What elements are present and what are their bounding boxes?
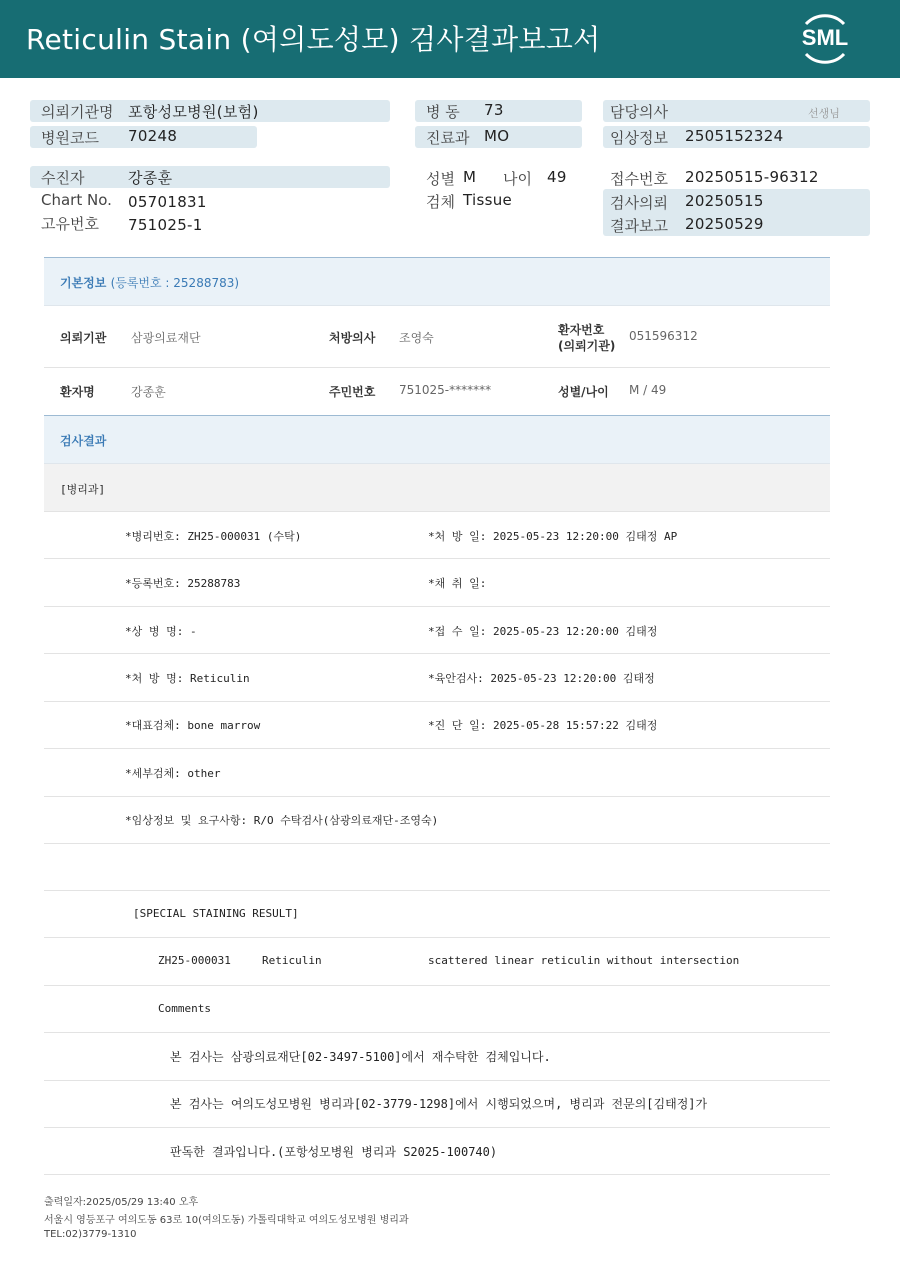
result-row-right: *접 수 일: 2025-05-23 12:20:00 김태정	[428, 625, 658, 638]
sml-logo	[794, 10, 856, 68]
pid-label-1: 환자번호	[558, 323, 605, 337]
request-value: 20250515	[685, 192, 764, 210]
report-header	[0, 0, 900, 78]
chart-label: Chart No.	[41, 191, 112, 209]
result-divider	[44, 653, 830, 654]
inst-value: 삼광의료재단	[131, 331, 201, 345]
results-title: 검사결과	[60, 434, 107, 448]
footer-address: 서울시 영등포구 여의도동 63로 10(여의도동) 가톨릭대학교 여의도성모병원 병리과	[44, 1215, 409, 1226]
clinical-value: 2505152324	[685, 127, 784, 145]
specimen-value: Tissue	[463, 191, 513, 209]
result-divider	[44, 606, 830, 607]
rrn-label: 주민번호	[329, 385, 376, 399]
result-divider	[44, 1080, 830, 1081]
special-result: scattered linear reticulin without intersection	[428, 954, 740, 967]
result-divider	[44, 701, 830, 702]
basic-info-divider	[44, 367, 830, 368]
dept-value: MO	[484, 127, 510, 145]
presc-value: 조영숙	[399, 331, 434, 345]
sex-label: 성별	[426, 170, 455, 188]
results-header	[44, 415, 830, 464]
result-divider	[44, 558, 830, 559]
logo-text: SML	[801, 25, 849, 50]
specimen-label: 검체	[426, 193, 455, 211]
patient-value: 강종훈	[128, 169, 173, 187]
result-row-left: *대표검체: bone marrow	[125, 719, 261, 732]
age-value: 49	[547, 168, 567, 186]
doctor-suffix: 선생님	[808, 107, 840, 120]
report-title: Reticulin Stain (여의도성모) 검사결과보고서	[26, 23, 601, 56]
name-label: 환자명	[60, 385, 95, 399]
report-value: 20250529	[685, 215, 764, 233]
result-divider	[44, 890, 830, 891]
result-divider	[44, 985, 830, 986]
inst-label: 의뢰기관	[60, 331, 107, 345]
chart-value: 05701831	[128, 193, 207, 211]
result-row-left: *등록번호: 25288783	[125, 577, 241, 590]
request-label: 검사의뢰	[610, 194, 668, 212]
result-row-left: *병리번호: ZH25-000031 (수탁)	[125, 530, 302, 543]
comment-line-1: 본 검사는 삼광의료재단[02-3497-5100]에서 재수탁한 검체입니다.	[170, 1050, 551, 1064]
basic-info-header	[44, 257, 830, 306]
basic-info-title	[60, 274, 239, 291]
age-label: 나이	[503, 170, 532, 188]
footer-tel: TEL:02)3779-1310	[44, 1229, 137, 1240]
presc-label: 처방의사	[329, 331, 376, 345]
unique-value: 751025-1	[128, 216, 203, 234]
comment-line-3: 판독한 결과입니다.(포항성모병원 병리과 S2025-100740)	[170, 1145, 498, 1159]
basic-info-title-text: 기본정보	[60, 276, 107, 290]
result-divider	[44, 1127, 830, 1128]
doctor-label: 담당의사	[610, 103, 668, 121]
report-label: 결과보고	[610, 217, 668, 235]
result-row-right: *채 취 일:	[428, 577, 487, 590]
special-no: ZH25-000031	[158, 954, 231, 967]
result-row-left: *상 병 명: -	[125, 625, 197, 638]
rrn-value: 751025-*******	[399, 383, 492, 397]
result-row-left: *세부검체: other	[125, 767, 221, 780]
comment-line-2: 본 검사는 여의도성모병원 병리과[02-3779-1298]에서 시행되었으며, 병리과 전문의[김태정]가	[170, 1097, 708, 1111]
result-divider	[44, 1174, 830, 1175]
hospital-code-label: 병원코드	[41, 129, 99, 147]
ward-value: 73	[484, 101, 504, 119]
name-value: 강종훈	[131, 385, 166, 399]
institution-value: 포항성모병원(보험)	[128, 103, 259, 121]
result-divider	[44, 843, 830, 844]
patient-label: 수진자	[41, 169, 85, 187]
result-row-right: *처 방 일: 2025-05-23 12:20:00 김태정 AP	[428, 530, 678, 543]
result-divider	[44, 796, 830, 797]
special-title: [SPECIAL STAINING RESULT]	[133, 907, 299, 920]
dept-label: 진료과	[426, 129, 470, 147]
result-row-left: *처 방 명: Reticulin	[125, 672, 250, 685]
pid-value: 051596312	[629, 329, 698, 343]
dept-band	[44, 464, 830, 511]
institution-label: 의뢰기관명	[41, 103, 114, 121]
unique-label: 고유번호	[41, 215, 99, 233]
result-divider	[44, 937, 830, 938]
result-divider	[44, 1032, 830, 1033]
sexage-value: M / 49	[629, 383, 667, 397]
comments-label: Comments	[158, 1002, 211, 1015]
receipt-label: 접수번호	[610, 170, 668, 188]
receipt-value: 20250515-96312	[685, 168, 819, 186]
basic-info-sub: (등록번호 : 25288783)	[110, 276, 240, 290]
sexage-label: 성별/나이	[558, 385, 609, 399]
clinical-label: 임상정보	[610, 129, 668, 147]
hospital-code-value: 70248	[128, 127, 178, 145]
result-divider	[44, 748, 830, 749]
ward-label: 병 동	[426, 103, 460, 121]
special-stain: Reticulin	[262, 954, 322, 967]
dept-label: [병리과]	[60, 483, 106, 496]
result-row-right: *육안검사: 2025-05-23 12:20:00 김태정	[428, 672, 655, 685]
footer-printed: 출력일자:2025/05/29 13:40 오후	[44, 1197, 199, 1208]
result-divider	[44, 511, 830, 512]
result-row-left: *임상정보 및 요구사항: R/O 수탁검사(삼광의료재단-조영숙)	[125, 814, 439, 827]
sex-value: M	[463, 168, 477, 186]
result-row-right: *진 단 일: 2025-05-28 15:57:22 김태정	[428, 719, 658, 732]
pid-label-2: (의뢰기관)	[558, 339, 616, 353]
